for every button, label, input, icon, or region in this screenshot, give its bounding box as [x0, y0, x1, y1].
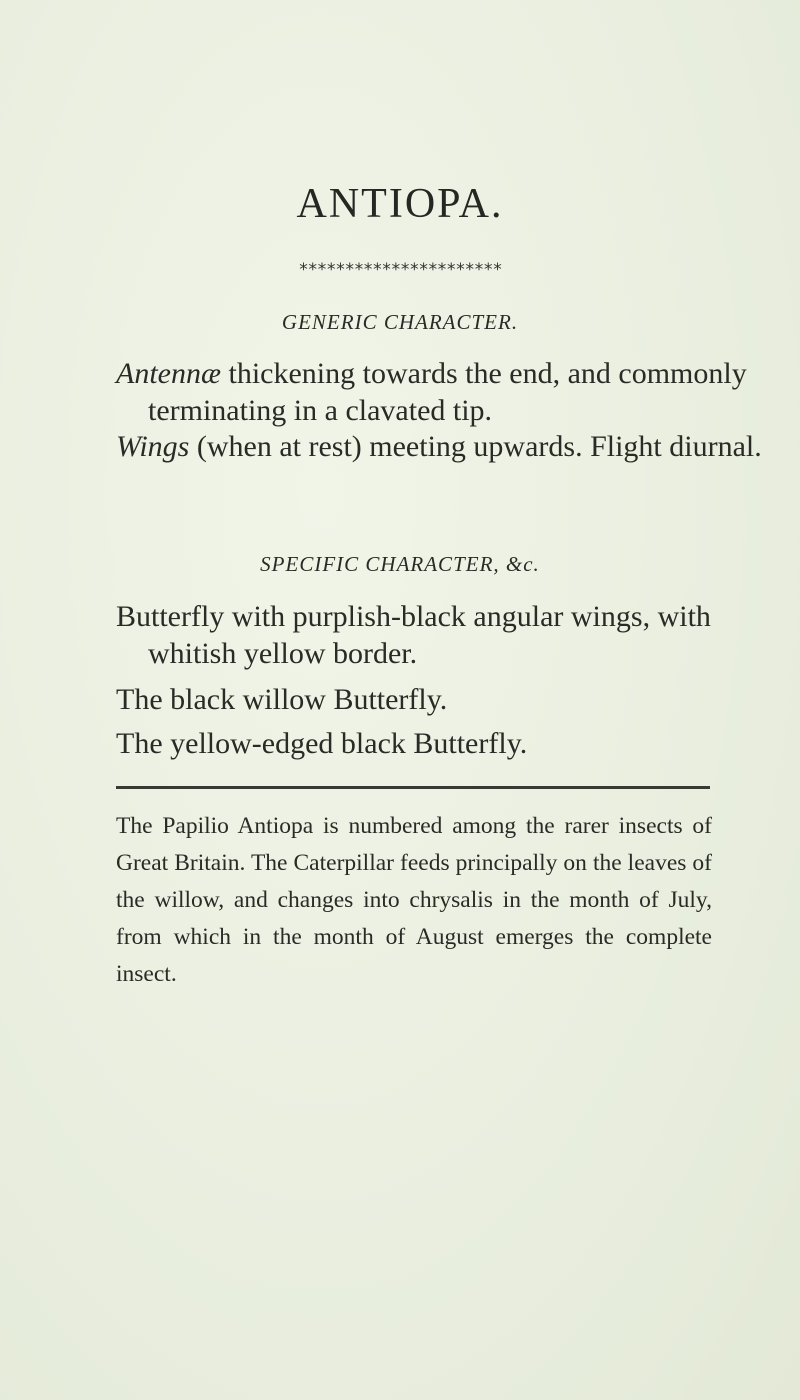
- species-description: Butterfly with purplish-black angular wings, with whitish yellow border.: [116, 600, 711, 670]
- wings-description: [116, 428, 788, 465]
- wings-term: Wings: [116, 430, 190, 463]
- specific-character-heading: SPECIFIC CHARACTER, &c.: [260, 552, 540, 576]
- antennae-description: [116, 355, 788, 429]
- page-title: ANTIOPA.: [296, 181, 504, 227]
- body-paragraph: The Papilio Antiopa is numbered among the rarer insects of Great Britain. The Caterpillar feeds principally on the leaves of the willow, and changes into chrysalis in the month of July, from which in the month of August emerges the complete insect.: [116, 813, 712, 987]
- asterisk-ornament: **********************: [298, 260, 502, 280]
- antennae-text: thickening towards the end, and commonly terminating in a clavated tip.: [148, 357, 747, 427]
- antennae-term: Antennæ: [116, 357, 221, 390]
- common-name-1: The black willow Butterfly.: [116, 683, 448, 716]
- common-name-2: The yellow-edged black Butterfly.: [116, 727, 528, 760]
- wings-text: (when at rest) meeting upwards. Flight diurnal.: [189, 430, 762, 463]
- generic-character-heading: GENERIC CHARACTER.: [281, 310, 519, 334]
- horizontal-rule: [116, 786, 710, 789]
